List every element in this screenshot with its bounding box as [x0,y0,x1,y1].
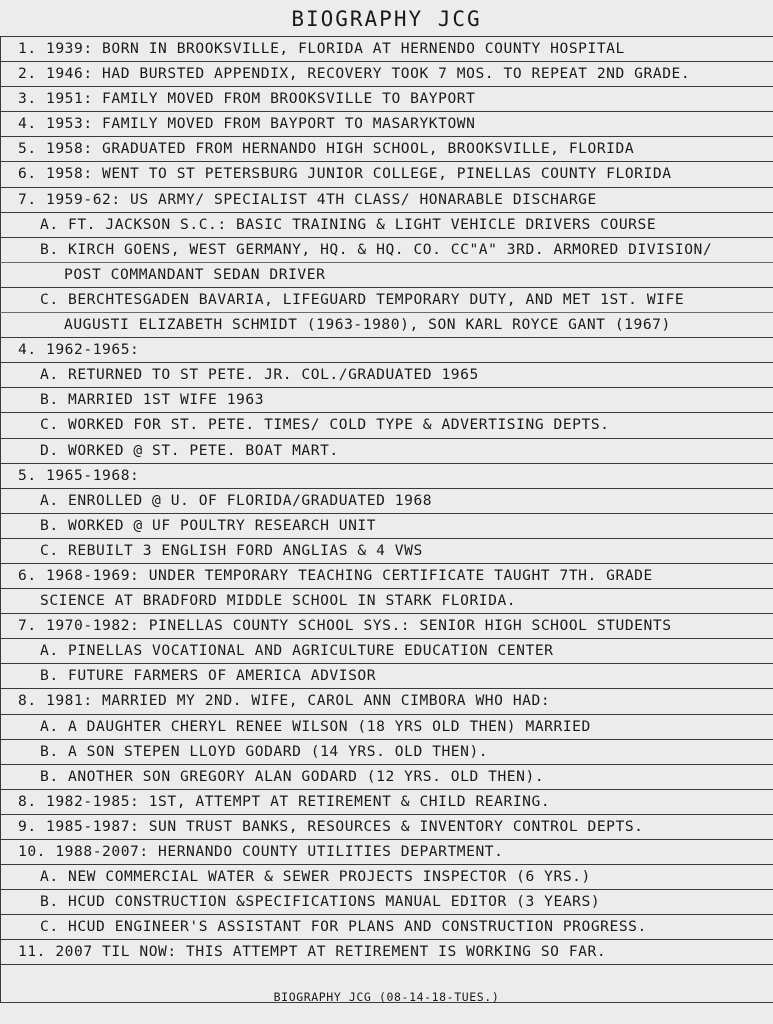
biography-line [0,387,773,412]
biography-line-text: 3. 1951: FAMILY MOVED FROM BROOKSVILLE TO BAYPORT [18,90,476,108]
biography-line-text: 2. 1946: HAD BURSTED APPENDIX, RECOVERY TOOK 7 MOS. TO REPEAT 2ND GRADE. [18,65,691,83]
document-footer: BIOGRAPHY JCG (08-14-18-TUES.) [273,990,500,1004]
biography-line-text: 9. 1985-1987: SUN TRUST BANKS, RESOURCES & INVENTORY CONTROL DEPTS. [18,817,644,835]
biography-line [0,964,773,989]
biography-line [0,237,773,262]
biography-line-text: A. RETURNED TO ST PETE. JR. COL./GRADUATED 1965 [40,366,479,384]
biography-line-text: 10. 1988-2007: HERNANDO COUNTY UTILITIES DEPARTMENT. [18,843,504,860]
biography-line [0,538,773,563]
biography-line-text: C. WORKED FOR ST. PETE. TIMES/ COLD TYPE & ADVERTISING DEPTS. [40,416,610,434]
biography-line-text: B. HCUD CONSTRUCTION &SPECIFICATIONS MANUAL EDITOR (3 YEARS) [40,893,601,911]
biography-line-text: A. PINELLAS VOCATIONAL AND AGRICULTURE EDUCATION CENTER [40,642,554,660]
biography-line-text: 11. 2007 TIL NOW: THIS ATTEMPT AT RETIREMENT IS WORKING SO FAR. [18,943,607,961]
biography-line-text: 4. 1962-1965: [18,341,140,359]
biography-line-text: 6. 1968-1969: UNDER TEMPORARY TEACHING CERTIFICATE TAUGHT 7TH. GRADE [18,566,653,584]
biography-lines [0,36,773,990]
biography-line-text: 8. 1981: MARRIED MY 2ND. WIFE, CAROL ANN CIMBORA WHO HAD: [18,692,551,710]
biography-line-text: 1. 1939: BORN IN BROOKSVILLE, FLORIDA AT HERNENDO COUNTY HOSPITAL [18,40,625,57]
biography-line-text: C. BERCHTESGADEN BAVARIA, LIFEGUARD TEMPORARY DUTY, AND MET 1ST. WIFE [40,290,685,308]
biography-line [0,839,773,864]
biography-line-text: POST COMMANDANT SEDAN DRIVER [64,265,326,283]
biography-line [0,463,773,488]
biography-line [0,36,773,61]
biography-line-text: SCIENCE AT BRADFORD MIDDLE SCHOOL IN STARK FLORIDA. [40,592,517,610]
biography-line [0,111,773,136]
biography-line [0,312,773,337]
biography-line [0,488,773,513]
biography-line [0,262,773,287]
biography-line [0,438,773,463]
biography-line [0,864,773,889]
biography-line [0,86,773,111]
biography-line [0,187,773,212]
biography-line [0,889,773,914]
biography-line-text: 7. 1959-62: US ARMY/ SPECIALIST 4TH CLASS/ HONARABLE DISCHARGE [18,190,597,208]
biography-line-text: A. ENROLLED @ U. OF FLORIDA/GRADUATED 1968 [40,491,433,509]
biography-line [0,513,773,538]
biography-line [0,688,773,713]
biography-line-text: 6. 1958: WENT TO ST PETERSBURG JUNIOR COLLEGE, PINELLAS COUNTY FLORIDA [18,165,672,183]
biography-line-text: AUGUSTI ELIZABETH SCHMIDT (1963-1980), SON KARL ROYCE GANT (1967) [64,316,671,334]
document-title: BIOGRAPHY JCG [291,7,482,31]
biography-line-text: A. NEW COMMERCIAL WATER & SEWER PROJECTS INSPECTOR (6 YRS.) [40,868,591,886]
biography-line-text: B. A SON STEPEN LLOYD GODARD (14 YRS. OLD THEN). [40,742,489,760]
biography-line [0,136,773,161]
biography-line-text: 7. 1970-1982: PINELLAS COUNTY SCHOOL SYS.: SENIOR HIGH SCHOOL STUDENTS [18,617,672,635]
biography-line-text: A. A DAUGHTER CHERYL RENEE WILSON (18 YRS OLD THEN) MARRIED [40,717,591,735]
biography-line [0,61,773,86]
biography-line-text: B. KIRCH GOENS, WEST GERMANY, HQ. & HQ. CO. CC"A" 3RD. ARMORED DIVISION/ [40,240,713,258]
biography-line [0,588,773,613]
biography-line [0,814,773,839]
biography-line-text: 8. 1982-1985: 1ST, ATTEMPT AT RETIREMENT & CHILD REARING. [18,792,551,810]
biography-line [0,362,773,387]
biography-line [0,939,773,964]
biography-line [0,287,773,312]
biography-line-text: B. FUTURE FARMERS OF AMERICA ADVISOR [40,667,377,685]
biography-line-text: 5. 1958: GRADUATED FROM HERNANDO HIGH SCHOOL, BROOKSVILLE, FLORIDA [18,140,635,158]
biography-line-text: C. REBUILT 3 ENGLISH FORD ANGLIAS & 4 VWS [40,541,423,559]
biography-line-text: C. HCUD ENGINEER'S ASSISTANT FOR PLANS AND CONSTRUCTION PROGRESS. [40,918,647,936]
biography-line [0,412,773,437]
biography-line [0,638,773,663]
biography-line [0,914,773,939]
biography-line [0,337,773,362]
biography-line-text: B. WORKED @ UF POULTRY RESEARCH UNIT [40,516,377,534]
biography-line-text: B. MARRIED 1ST WIFE 1963 [40,391,265,409]
biography-line-text: 5. 1965-1968: [18,466,140,484]
biography-line [0,563,773,588]
biography-line [0,739,773,764]
biography-line [0,161,773,186]
biography-line [0,663,773,688]
biography-line [0,789,773,814]
biography-line [0,212,773,237]
biography-line-text: 4. 1953: FAMILY MOVED FROM BAYPORT TO MASARYKTOWN [18,115,476,133]
biography-line [0,764,773,789]
biography-line [0,613,773,638]
biography-line [0,714,773,739]
biography-line-text: A. FT. JACKSON S.C.: BASIC TRAINING & LIGHT VEHICLE DRIVERS COURSE [40,215,657,233]
biography-line-text: B. ANOTHER SON GREGORY ALAN GODARD (12 YRS. OLD THEN). [40,767,545,785]
biography-line-text: D. WORKED @ ST. PETE. BOAT MART. [40,441,339,459]
